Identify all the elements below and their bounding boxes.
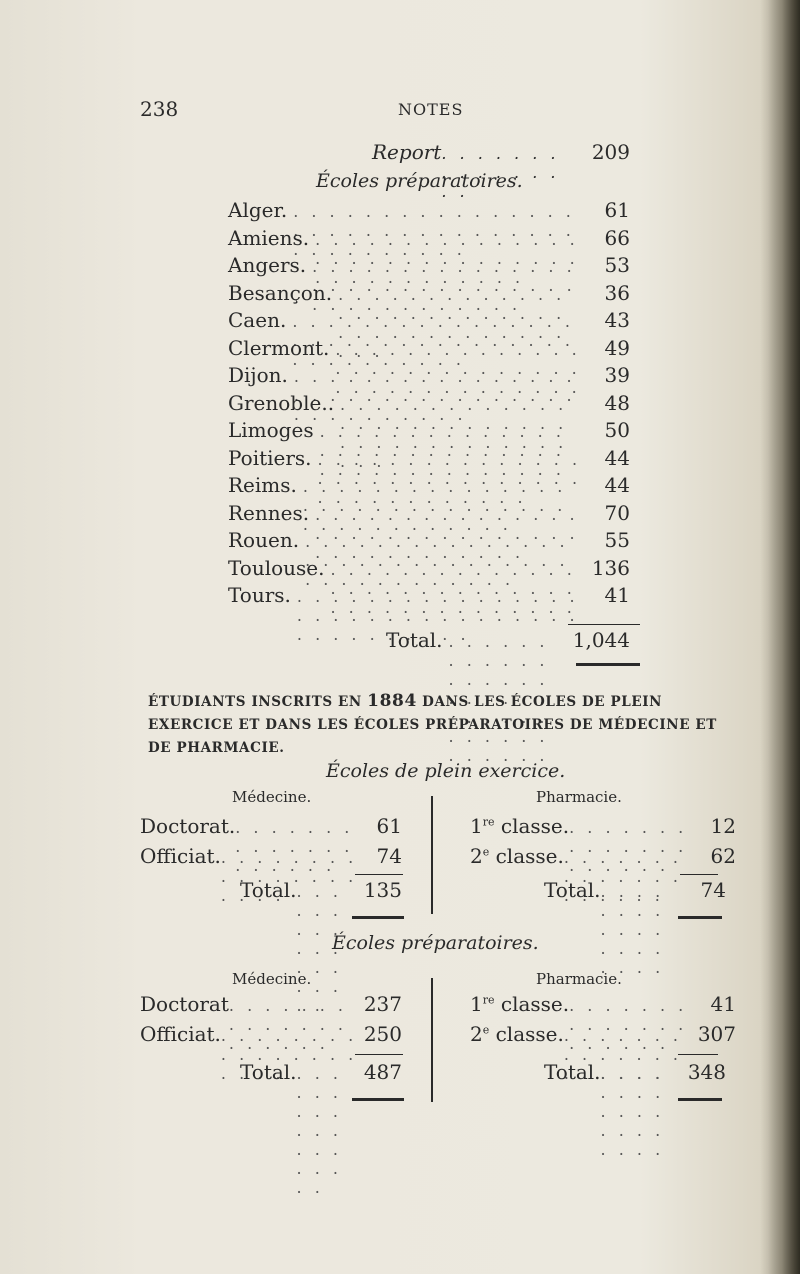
row-label: 1re classe. (470, 992, 570, 1016)
total-rule (568, 624, 640, 625)
school-row (228, 473, 630, 501)
prep-pharm-row (470, 1022, 736, 1050)
row-value: 62 (710, 844, 736, 868)
prep-heading: Écoles préparatoires. (332, 932, 539, 954)
school-row (228, 501, 630, 529)
report-line (372, 140, 630, 168)
paragraph-text-2: DANS LES ÉCOLES DE PLEIN EXERCICE ET DANS LES ÉCOLES PRÉPARATOIRES DE MÉDECINE ET DE PHARMACIE. (148, 694, 717, 756)
school-name: Alger. (228, 198, 288, 222)
row-label: Doctorat (140, 992, 229, 1016)
plein-pharm-row (470, 814, 736, 842)
school-name: Caen. (228, 308, 287, 332)
school-name: Reims. (228, 473, 297, 497)
school-row (228, 308, 630, 336)
report-label: Report (372, 140, 442, 164)
school-count: 43 (604, 308, 630, 332)
school-name: Grenoble.. (228, 390, 335, 415)
school-count: 53 (604, 253, 630, 277)
plein-pharm-head: Pharmacie. (536, 788, 622, 806)
school-name: Toulouse. (228, 555, 325, 580)
leader-dots (601, 882, 682, 977)
total-value: 135 (363, 878, 402, 902)
plein-med-row (140, 844, 402, 872)
schools-total-label: Total. (386, 628, 443, 652)
plein-med-head: Médecine. (232, 788, 312, 806)
total-rule (678, 1054, 718, 1055)
school-name: Besançon. (228, 280, 333, 305)
schools-total-value: 1,044 (572, 628, 630, 652)
school-count: 66 (604, 225, 630, 250)
school-row (228, 556, 630, 584)
row-value: 61 (376, 814, 402, 838)
school-row (228, 336, 630, 364)
prep-pharm-row (470, 992, 736, 1020)
double-rule (576, 663, 640, 666)
row-value: 307 (697, 1022, 736, 1046)
school-count: 70 (604, 500, 630, 525)
school-row (228, 198, 630, 226)
double-rule (678, 916, 722, 919)
section-paragraph (148, 690, 726, 760)
row-label: 2e classe. (470, 1022, 564, 1046)
school-name: Amiens. (228, 225, 310, 250)
paragraph-year: 1884 (367, 691, 417, 711)
report-value: 209 (591, 140, 630, 164)
row-value: 41 (710, 992, 736, 1016)
schools-heading: Écoles préparatoires. (316, 170, 523, 192)
school-name: Limoges (228, 418, 314, 442)
prep-med-head: Médecine. (232, 970, 312, 988)
row-value: 250 (363, 1022, 402, 1046)
school-count: 44 (604, 473, 630, 497)
double-rule (678, 1098, 722, 1101)
plein-med-row (140, 814, 402, 842)
row-value: 12 (710, 814, 736, 838)
school-row (228, 281, 630, 309)
school-name: Rouen. (228, 528, 300, 552)
school-count: 44 (604, 445, 630, 470)
school-count: 50 (604, 418, 630, 442)
school-name: Tours. (228, 583, 291, 607)
school-row (228, 226, 630, 254)
leader-dots (601, 1064, 682, 1159)
double-rule (352, 916, 404, 919)
school-row (228, 363, 630, 391)
plein-med-total (240, 878, 402, 906)
page-number: 238 (140, 97, 179, 121)
schools-total (386, 628, 630, 656)
school-count: 48 (604, 390, 630, 415)
school-name: Angers. (228, 253, 307, 277)
plein-pharm-row (470, 844, 736, 872)
school-count: 36 (604, 280, 630, 305)
school-count: 61 (604, 198, 630, 222)
row-label: Officiat. (140, 844, 221, 868)
total-rule (680, 874, 718, 875)
school-name: Dijon. (228, 363, 288, 387)
school-count: 41 (604, 583, 630, 607)
total-rule (355, 1054, 403, 1055)
plein-heading: Écoles de plein exercice. (326, 760, 566, 782)
prep-med-row (140, 992, 402, 1020)
page-edge-shadow (760, 0, 800, 1274)
row-value: 237 (363, 992, 402, 1016)
total-value: 74 (700, 878, 726, 902)
plein-pharm-total (544, 878, 726, 906)
school-row (228, 583, 630, 611)
column-divider (431, 978, 433, 1102)
prep-med-total (240, 1060, 402, 1088)
school-count: 136 (591, 555, 630, 580)
total-label: Total. (240, 1060, 297, 1084)
total-label: Total. (240, 878, 297, 902)
prep-pharm-head: Pharmacie. (536, 970, 622, 988)
row-label: Doctorat. (140, 814, 236, 838)
prep-pharm-total (544, 1060, 726, 1088)
school-count: 49 (604, 335, 630, 360)
school-name: Rennes. (228, 500, 310, 525)
double-rule (352, 1098, 404, 1101)
school-row (228, 418, 630, 446)
column-divider (431, 796, 433, 914)
row-label: 1re classe. (470, 814, 570, 838)
row-label: Officiat. (140, 1022, 221, 1046)
total-label: Total. (544, 878, 601, 902)
school-row (228, 253, 630, 281)
total-value: 487 (363, 1060, 402, 1084)
school-count: 39 (604, 363, 630, 387)
leader-dots (297, 1064, 358, 1197)
total-value: 348 (687, 1060, 726, 1084)
row-value: 74 (376, 844, 402, 868)
total-label: Total. (544, 1060, 601, 1084)
school-row (228, 391, 630, 419)
total-rule (355, 874, 403, 875)
school-row (228, 446, 630, 474)
school-row (228, 528, 630, 556)
paragraph-text-1: ÉTUDIANTS INSCRITS EN (148, 694, 368, 710)
row-label: 2e classe. (470, 844, 564, 868)
school-name: Clermont. (228, 335, 330, 360)
school-count: 55 (604, 528, 630, 552)
prep-med-row (140, 1022, 402, 1050)
school-name: Poitiers. (228, 445, 312, 470)
running-head: NOTES (398, 100, 464, 119)
